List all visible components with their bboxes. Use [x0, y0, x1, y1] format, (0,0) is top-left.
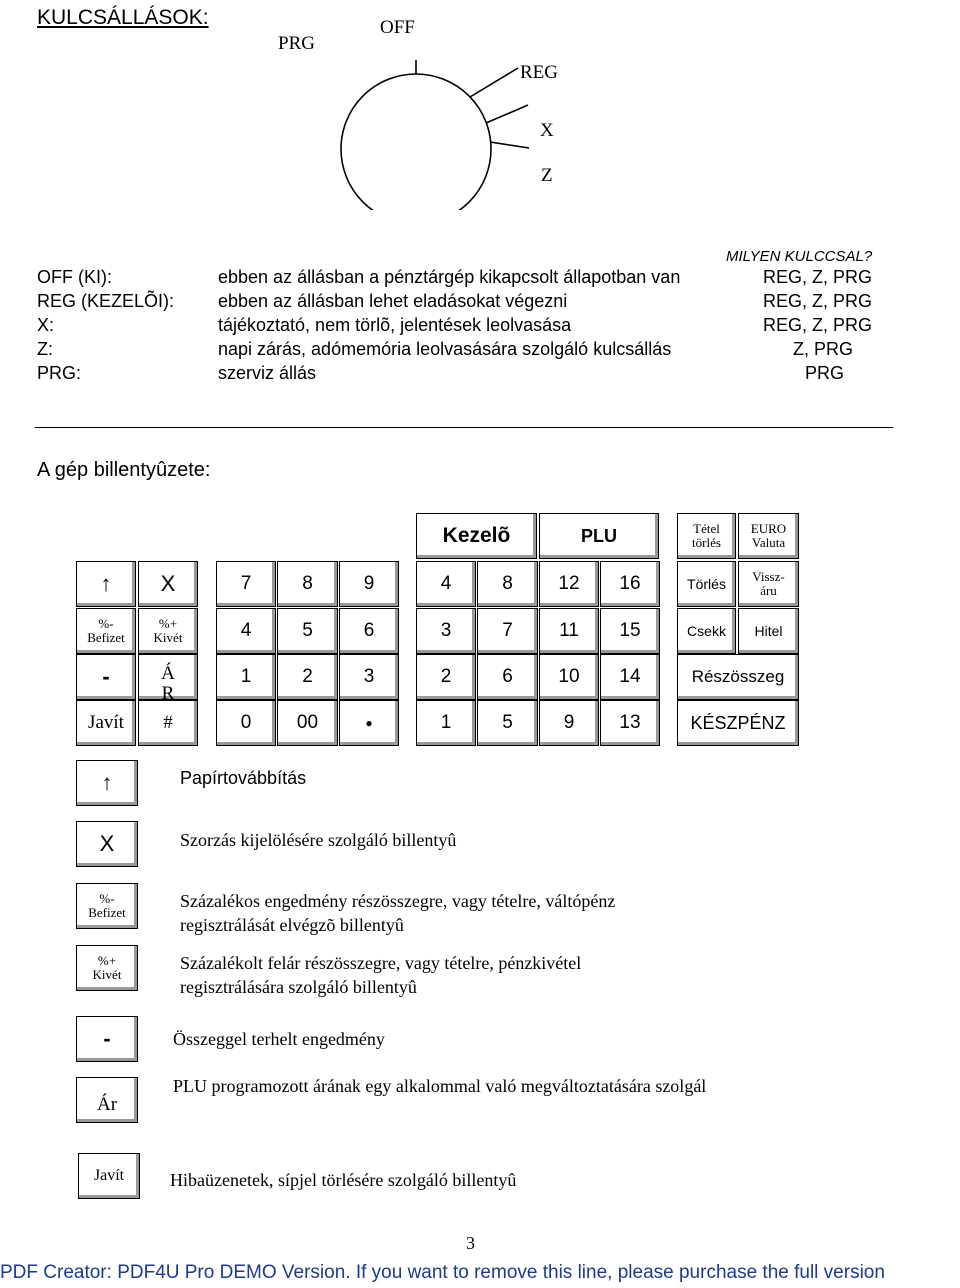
digit-0-key[interactable]: 0 — [216, 700, 276, 746]
paper-feed-key[interactable]: ↑ — [76, 561, 136, 607]
plu-9-key[interactable]: 9 — [539, 700, 599, 746]
legend-desc — [180, 951, 581, 999]
plu-14-key[interactable]: 14 — [600, 654, 660, 700]
digit-6-key[interactable]: 6 — [339, 608, 399, 654]
hitel-key[interactable]: Hitel — [738, 608, 799, 654]
legend-desc: Összeggel terhelt engedmény — [173, 1029, 385, 1049]
ar-key[interactable] — [138, 654, 198, 700]
key-label: %+ — [97, 953, 117, 969]
plu-11-key[interactable]: 11 — [539, 608, 599, 654]
percent-minus-befizet-key[interactable] — [76, 608, 136, 654]
legend-befizet-key — [76, 883, 138, 929]
position-desc: ebben az állásban a pénztárgép kikapcsolt állapotban van — [218, 267, 681, 287]
position-desc: szerviz állás — [218, 363, 317, 383]
key-label: EURO — [750, 521, 787, 537]
dial-label-prg: PRG — [278, 33, 315, 54]
position-keys: Z, PRG — [793, 339, 854, 359]
which-key-header: MILYEN KULCCSAL? — [726, 248, 873, 265]
legend-desc-line: regisztrálására szolgáló billentyû — [180, 977, 417, 997]
legend-desc-line: regisztrálását elvégzõ billentyû — [180, 915, 404, 935]
legend-desc-line: Százalékolt felár részösszegre, vagy tételre, pénzkivétel — [180, 953, 582, 973]
digit-8-key[interactable]: 8 — [277, 561, 338, 607]
plu-4-key[interactable]: 4 — [416, 561, 476, 607]
tetel-torles-key[interactable] — [677, 513, 736, 559]
euro-valuta-key[interactable] — [738, 513, 799, 559]
key-label: áru — [760, 583, 777, 598]
legend-ar-key: Ár — [76, 1077, 138, 1123]
position-keys: REG, Z, PRG — [763, 291, 873, 311]
legend-minus-key: - — [76, 1016, 138, 1062]
digit-5-key[interactable]: 5 — [277, 608, 338, 654]
visszaru-key[interactable] — [738, 561, 799, 607]
legend-desc-line: Százalékos engedmény részösszegre, vagy tételre, váltópénz — [180, 891, 616, 911]
key-label: Tétel — [693, 521, 720, 537]
torles-key[interactable]: Törlés — [677, 561, 736, 607]
position-keys: PRG — [805, 363, 845, 383]
position-name: X: — [37, 315, 55, 335]
dial-label-z: Z — [541, 165, 553, 186]
page-number: 3 — [466, 1233, 475, 1253]
legend-desc — [180, 889, 615, 937]
plu-8-key[interactable]: 8 — [477, 561, 538, 607]
plu-12-key[interactable]: 12 — [539, 561, 599, 607]
position-name: PRG: — [37, 363, 82, 383]
digit-1-key[interactable]: 1 — [216, 654, 276, 700]
dial-label-reg: REG — [520, 62, 558, 83]
digit-2-key[interactable]: 2 — [277, 654, 338, 700]
digit-3-key[interactable]: 3 — [339, 654, 399, 700]
key-label: Befizet — [88, 905, 126, 920]
plu-6-key[interactable]: 6 — [477, 654, 538, 700]
dial-pointer-z — [490, 142, 529, 148]
digit-00-key[interactable]: 00 — [277, 700, 338, 746]
key-label: törlés — [692, 535, 721, 550]
key-label: Vissz- — [752, 569, 785, 585]
key-label: Kivét — [153, 630, 183, 645]
plu-1-key[interactable]: 1 — [416, 700, 476, 746]
key-label: Kivét — [92, 967, 122, 982]
javit-key[interactable]: Javít — [76, 700, 136, 746]
key-label: %- — [99, 891, 115, 907]
percent-plus-kivet-key[interactable] — [138, 608, 198, 654]
position-name: OFF (KI): — [37, 267, 112, 287]
decimal-point-key[interactable]: ● — [339, 700, 399, 746]
section-divider — [35, 427, 893, 428]
plu-13-key[interactable]: 13 — [600, 700, 660, 746]
page-title: KULCSÁLLÁSOK: — [37, 6, 209, 29]
plu-10-key[interactable]: 10 — [539, 654, 599, 700]
legend-desc: Szorzás kijelölésére szolgáló billentyû — [180, 830, 457, 850]
plu-5-key[interactable]: 5 — [477, 700, 538, 746]
key-label: Befizet — [87, 630, 125, 645]
position-desc: tájékoztató, nem törlõ, jelentések leolvasása — [218, 315, 572, 335]
legend-paper-feed-key: ↑ — [76, 760, 138, 806]
key-label: Á — [161, 663, 175, 684]
plu-15-key[interactable]: 15 — [600, 608, 660, 654]
legend-kivet-key — [76, 945, 138, 991]
legend-desc: Papírtovábbítás — [180, 768, 307, 788]
dial-label-off: OFF — [380, 17, 415, 38]
plu-3-key[interactable]: 3 — [416, 608, 476, 654]
key-label: Valuta — [751, 535, 786, 550]
plu-2-key[interactable]: 2 — [416, 654, 476, 700]
key-label: %+ — [158, 616, 178, 632]
position-name: Z: — [37, 339, 53, 359]
minus-key[interactable]: - — [76, 654, 136, 700]
position-desc: ebben az állásban lehet eladásokat végezni — [218, 291, 568, 311]
reszosszeg-key[interactable]: Részösszeg — [677, 654, 799, 700]
legend-javit-key: Javít — [78, 1153, 140, 1199]
position-desc: napi zárás, adómemória leolvasására szolgáló kulcsállás — [218, 339, 672, 359]
pdf-creator-banner: PDF Creator: PDF4U Pro DEMO Version. If you want to remove this line, please purchase the full version — [0, 1262, 885, 1283]
plu-key[interactable]: PLU — [539, 513, 659, 559]
dial-label-x: X — [540, 120, 554, 141]
position-name: REG (KEZELÕI): — [37, 291, 175, 311]
position-keys: REG, Z, PRG — [763, 267, 873, 287]
keszpenz-key[interactable]: KÉSZPÉNZ — [677, 700, 799, 746]
dial-circle — [341, 74, 491, 210]
legend-desc: Hibaüzenetek, sípjel törlésére szolgáló billentyû — [170, 1170, 517, 1190]
key-label: %- — [98, 616, 114, 632]
plu-7-key[interactable]: 7 — [477, 608, 538, 654]
digit-4-key[interactable]: 4 — [216, 608, 276, 654]
digit-9-key[interactable]: 9 — [339, 561, 399, 607]
plu-16-key[interactable]: 16 — [600, 561, 660, 607]
key-label: R — [161, 682, 175, 700]
multiply-key[interactable]: X — [138, 561, 198, 607]
csekk-key[interactable]: Csekk — [677, 608, 736, 654]
position-keys: REG, Z, PRG — [763, 315, 873, 335]
dial-pointer-x — [486, 105, 528, 123]
dial-pointer-reg — [470, 68, 518, 97]
hash-key[interactable]: # — [138, 700, 198, 746]
digit-7-key[interactable]: 7 — [216, 561, 276, 607]
keyboard-heading: A gép billentyûzete: — [37, 459, 211, 481]
legend-desc: PLU programozott árának egy alkalommal való megváltoztatására szolgál — [173, 1076, 707, 1096]
kezelo-key[interactable]: Kezelõ — [416, 513, 537, 559]
legend-multiply-key: X — [76, 821, 138, 867]
